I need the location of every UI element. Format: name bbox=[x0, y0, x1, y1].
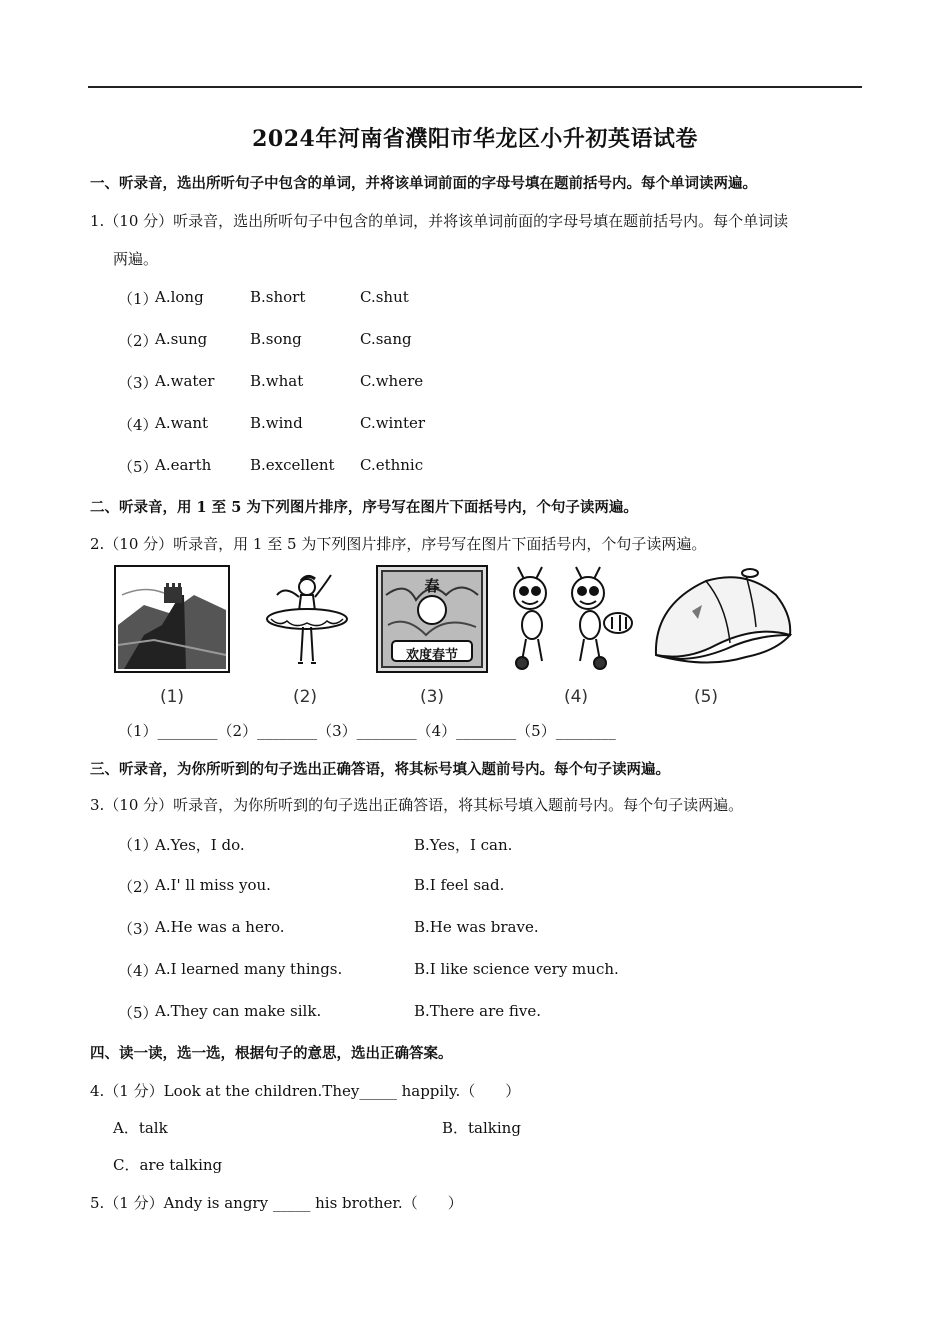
section4-heading: 四、读一读，选一选，根据句子的意思，选出正确答案。 bbox=[90, 1045, 453, 1062]
picture-label-4: (4) bbox=[563, 687, 589, 707]
picture-label-5: (5) bbox=[693, 687, 719, 707]
picture-label-2: (2) bbox=[292, 687, 318, 707]
q3-item-num: （1） bbox=[118, 836, 158, 854]
q1-item-num: （3） bbox=[118, 374, 158, 392]
answer-blanks: （1）________（2）________（3）________（4）________（5）________ bbox=[118, 722, 616, 740]
q1-item-num: （1） bbox=[118, 290, 158, 308]
q3-option-b: B.There are five. bbox=[414, 1002, 542, 1020]
section3-heading: 三、听录音，为你所听到的句子选出正确答语，将其标号填入题前号内。每个句子读两遍。 bbox=[90, 761, 670, 778]
q3-option-a: A.Yes，I do. bbox=[155, 836, 245, 854]
q1-item-num: （4） bbox=[118, 416, 158, 434]
question3-text: 3.（10 分）听录音，为你所听到的句子选出正确答语，将其标号填入题前号内。每个句子读两遍。 bbox=[90, 796, 744, 814]
ants-picture bbox=[502, 565, 642, 673]
q3-item-num: （3） bbox=[118, 920, 158, 938]
question2-text: 2.（10 分）听录音，用 1 至 5 为下列图片排序，序号写在图片下面括号内，个句子读两遍。 bbox=[90, 535, 707, 553]
q3-option-a: A.He was a hero. bbox=[155, 918, 285, 936]
section2-heading: 二、听录音，用 1 至 5 为下列图片排序，序号写在图片下面括号内，个句子读两遍。 bbox=[90, 499, 638, 516]
q3-option-b: B.I feel sad. bbox=[414, 876, 505, 894]
q1-option-a: A.sung bbox=[155, 330, 208, 348]
picture-row bbox=[110, 565, 800, 710]
q4-option-b: B．talking bbox=[442, 1119, 521, 1137]
question4-text: 4.（1 分）Look at the children.They_____ happily.（ ） bbox=[90, 1082, 521, 1100]
question1-line1: 1.（10 分）听录音，选出所听句子中包含的单词，并将该单词前面的字母号填在题前括号内。每个单词读 bbox=[90, 212, 789, 230]
q3-item-num: （2） bbox=[118, 878, 158, 896]
section1-heading: 一、听录音，选出所听句子中包含的单词，并将该单词前面的字母号填在题前括号内。每个单词读两遍。 bbox=[90, 175, 757, 192]
q1-option-b: B.wind bbox=[250, 414, 303, 432]
q3-item-num: （4） bbox=[118, 962, 158, 980]
q3-option-b: B.I like science very much. bbox=[414, 960, 619, 978]
top-rule bbox=[88, 86, 862, 88]
page-title: 2024年河南省濮阳市华龙区小升初英语试卷 bbox=[252, 126, 698, 152]
q1-item-num: （2） bbox=[118, 332, 158, 350]
stamp-top-text: 春 bbox=[424, 577, 440, 595]
question1-line2: 两遍。 bbox=[113, 250, 159, 268]
q1-option-b: B.short bbox=[250, 288, 306, 306]
q4-option-a: A．talk bbox=[113, 1119, 168, 1137]
great-wall-picture bbox=[114, 565, 230, 673]
picture-label-3: (3) bbox=[419, 687, 445, 707]
q1-option-c: C.where bbox=[360, 372, 424, 390]
q1-option-b: B.what bbox=[250, 372, 304, 390]
q1-option-c: C.winter bbox=[360, 414, 426, 432]
q1-option-a: A.water bbox=[155, 372, 215, 390]
q1-option-c: C.shut bbox=[360, 288, 409, 306]
q1-option-c: C.ethnic bbox=[360, 456, 424, 474]
q3-item-num: （5） bbox=[118, 1004, 158, 1022]
q1-item-num: （5） bbox=[118, 458, 158, 476]
ballet-dancer-picture bbox=[265, 565, 355, 673]
question5-text: 5.（1 分）Andy is angry _____ his brother.（ ） bbox=[90, 1194, 463, 1212]
q3-option-a: A.I learned many things. bbox=[155, 960, 343, 978]
q3-option-a: A.They can make silk. bbox=[155, 1002, 322, 1020]
q3-option-a: A.I' ll miss you. bbox=[155, 876, 271, 894]
q1-option-a: A.long bbox=[155, 288, 204, 306]
q4-option-c: C．are talking bbox=[113, 1156, 223, 1174]
q3-option-b: B.He was brave. bbox=[414, 918, 539, 936]
q1-option-b: B.song bbox=[250, 330, 302, 348]
q1-option-c: C.sang bbox=[360, 330, 412, 348]
cap-picture bbox=[646, 565, 796, 673]
q3-option-b: B.Yes，I can. bbox=[414, 836, 513, 854]
q1-option-a: A.want bbox=[155, 414, 209, 432]
picture-label-1: (1) bbox=[159, 687, 185, 707]
q1-option-a: A.earth bbox=[155, 456, 212, 474]
q1-option-b: B.excellent bbox=[250, 456, 335, 474]
stamp-bottom-text: 欢度春节 bbox=[405, 648, 458, 663]
